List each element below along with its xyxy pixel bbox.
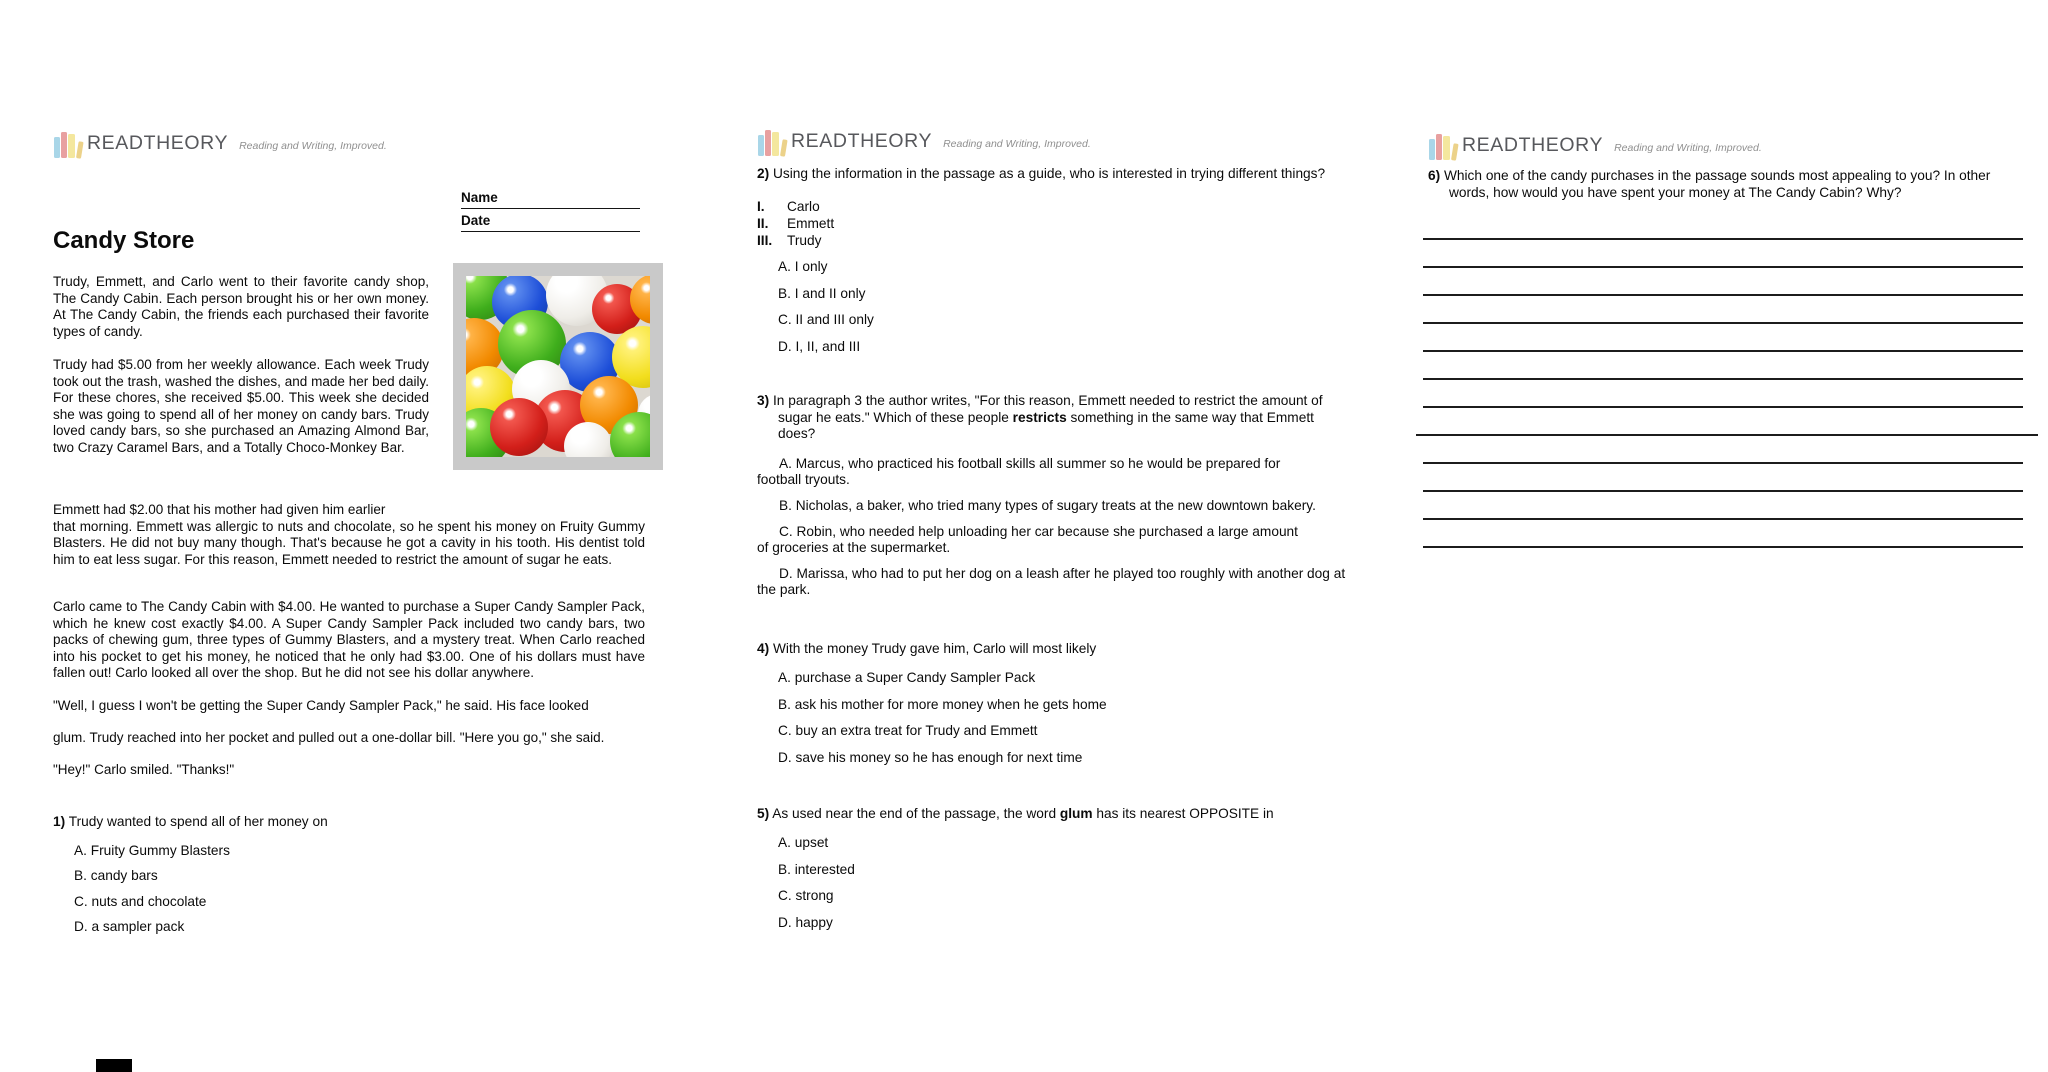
question-4-option-a: A. purchase a Super Candy Sampler Pack [778, 670, 1036, 685]
question-5-option-b: B. interested [778, 861, 855, 877]
paragraph-3-rest: that morning. Emmett was allergic to nuts and chocolate, so he spent his money on Fruity Gummy Blasters. He did not buy many though. That's because he got a cavity in his tooth. His dentist told him to eat less sugar. For this reason, Emmett needed to restrict the amount of sugar he eats. [53, 518, 645, 567]
brand-name: READTHEORY [791, 129, 933, 152]
writing-line [1423, 520, 2023, 548]
writing-line [1423, 240, 2023, 268]
brand-tagline: Reading and Writing, Improved. [1614, 142, 1762, 154]
question-5-text: 5) As used near the end of the passage, the word glum has its nearest OPPOSITE in [757, 806, 1274, 821]
question-5-number: 5) [757, 806, 770, 821]
name-field-line: Name [461, 188, 640, 209]
writing-line [1423, 492, 2023, 520]
passage-dialog-1: "Well, I guess I won't be getting the Super Candy Sampler Pack," he said. His face looked [53, 698, 589, 713]
readtheory-logo [757, 124, 1091, 158]
roman-item-1: I. Carlo [757, 199, 820, 214]
question-2-option-a: A. I only [778, 259, 828, 274]
passage-dialog-3: "Hey!" Carlo smiled. "Thanks!" [53, 762, 235, 777]
writing-line [1423, 380, 2023, 408]
worksheet-page-2 [757, 122, 1405, 1022]
roman-item-2: II. Emmett [757, 216, 835, 231]
writing-line [1423, 352, 2023, 380]
book-blue-icon [758, 135, 764, 156]
bold-word-restricts: restricts [1012, 409, 1067, 425]
writing-line [1423, 324, 2023, 352]
question-5-options [757, 836, 855, 930]
bold-word-glum: glum [1059, 806, 1093, 821]
book-blue-icon [54, 137, 60, 158]
book-tan-icon [76, 141, 84, 159]
book-tan-icon [780, 139, 788, 157]
question-4-option-c: C. buy an extra treat for Trudy and Emmett [778, 723, 1038, 738]
question-1-option-b: B. candy bars [74, 868, 158, 884]
question-3-option-d: D. Marissa, who had to put her dog on a leash after he played too roughly with another dog at the park. [757, 565, 1346, 597]
question-1 [53, 814, 613, 934]
question-6-text: 6) Which one of the candy purchases in the passage sounds most appealing to you? In other words, how would you have spent your money at The Candy Cabin? Why? [1428, 168, 1991, 200]
question-5-option-c: C. strong [778, 888, 834, 903]
question-1-option-c: C. nuts and chocolate [74, 893, 207, 909]
logo-books-icon [757, 126, 784, 157]
question-1-option-a: A. Fruity Gummy Blasters [74, 842, 230, 858]
question-1-option-d: D. a sampler pack [74, 919, 185, 935]
writing-line [1423, 436, 2023, 464]
question-3-text: 3) In paragraph 3 the author writes, "For this reason, Emmett needed to restrict the amount of sugar he eats." Which of these people restricts something in the same way that Emmett does? [757, 393, 1323, 442]
question-4-options [757, 671, 1107, 765]
writing-line [1423, 464, 2023, 492]
name-date-block [461, 188, 640, 232]
date-field-line: Date [461, 211, 640, 232]
brand-tagline: Reading and Writing, Improved. [239, 140, 387, 152]
book-tan-icon [1451, 143, 1459, 161]
paragraph-3-line-1: Emmett had $2.00 that his mother had given him earlier [53, 502, 386, 517]
question-4-option-d: D. save his money so he has enough for next time [778, 749, 1083, 765]
question-4-option-b: B. ask his mother for more money when he gets home [778, 696, 1107, 712]
passage-paragraph-2: Trudy had $5.00 from her weekly allowance. Each week Trudy took out the trash, washed the dishes, and made her bed daily. For these chores, she received $5.00. This week she decided she was going to spend all of her money on candy bars. Trudy loved candy bars, so she purchased an Amazing Almond Bar, two Crazy Caramel Bars, and a Totally Choco-Monkey Bar. [53, 357, 429, 455]
question-4-number: 4) [757, 641, 770, 656]
writing-line [1423, 268, 2023, 296]
writing-line [1416, 408, 2038, 436]
book-yellow-icon [68, 134, 75, 158]
question-3-option-b: B. Nicholas, a baker, who tried many types of sugary treats at the new downtown bakery. [779, 497, 1316, 513]
gumballs-photo [453, 263, 663, 470]
question-2-options [757, 260, 874, 354]
passage-paragraph-3 [53, 502, 645, 568]
bottom-edge-artifact [96, 1059, 132, 1072]
question-1-text: 1) Trudy wanted to spend all of her money on [53, 814, 328, 829]
question-2-text: 2) Using the information in the passage as a guide, who is interested in trying different things? [757, 166, 1326, 181]
book-pink-icon [765, 130, 771, 156]
question-3-number: 3) [757, 393, 770, 408]
book-pink-icon [61, 132, 67, 158]
question-2-option-c: C. II and III only [778, 312, 874, 327]
writing-line [1423, 296, 2023, 324]
logo-books-icon [53, 128, 80, 159]
passage-title: Candy Store [53, 227, 195, 254]
question-1-number: 1) [53, 814, 66, 829]
question-5-option-d: D. happy [778, 914, 833, 930]
brand-name: READTHEORY [1462, 133, 1604, 156]
question-3-options [757, 456, 1377, 598]
question-2-roman-list [757, 198, 834, 249]
question-6-number: 6) [1428, 168, 1441, 183]
question-4-text: 4) With the money Trudy gave him, Carlo will most likely [757, 641, 1097, 656]
passage-paragraph-4: Carlo came to The Candy Cabin with $4.00. He wanted to purchase a Super Candy Sampler Pack, which he knew cost exactly $4.00. A Super Candy Sampler Pack included two candy bars, two packs of chewing gum, three types of Gummy Blasters, and a mystery treat. When Carlo reached into his pocket to get his money, he noticed that he only had $3.00. One of his dollars must have fallen out! Carlo looked all over the shop. But he did not see his dollar anywhere. [53, 599, 645, 681]
passage-paragraph-1: Trudy, Emmett, and Carlo went to their favorite candy shop, The Candy Cabin. Each person brought his or her own money. At The Candy Cabin, the friends each purchased their favorite types of candy. [53, 274, 429, 339]
gumballs-photo-inner [466, 276, 650, 457]
passage-dialog-2: glum. Trudy reached into her pocket and pulled out a one-dollar bill. "Here you go," she said. [53, 730, 605, 745]
logo-books-icon [1428, 130, 1455, 161]
question-5-option-a: A. upset [778, 835, 829, 850]
question-3-option-c: C. Robin, who needed help unloading her car because she purchased a large amount of groceries at the supermarket. [757, 523, 1298, 555]
question-3-option-a: A. Marcus, who practiced his football skills all summer so he would be prepared for football tryouts. [757, 456, 1281, 488]
question-2-option-d: D. I, II, and III [778, 338, 861, 354]
worksheet-page-3 [1428, 126, 2034, 646]
worksheet-page-1 [53, 126, 665, 1026]
writing-line [1423, 212, 2023, 240]
brand-tagline: Reading and Writing, Improved. [943, 138, 1091, 150]
book-blue-icon [1429, 139, 1435, 160]
question-2-option-b: B. I and II only [778, 285, 866, 301]
readtheory-logo [1428, 128, 1762, 162]
answer-writing-lines [1423, 212, 2023, 548]
question-2-number: 2) [757, 166, 770, 181]
readtheory-logo [53, 126, 387, 160]
book-pink-icon [1436, 134, 1442, 160]
brand-name: READTHEORY [87, 131, 229, 154]
book-yellow-icon [772, 132, 779, 156]
book-yellow-icon [1443, 136, 1450, 160]
roman-item-3: III. Trudy [757, 233, 822, 248]
